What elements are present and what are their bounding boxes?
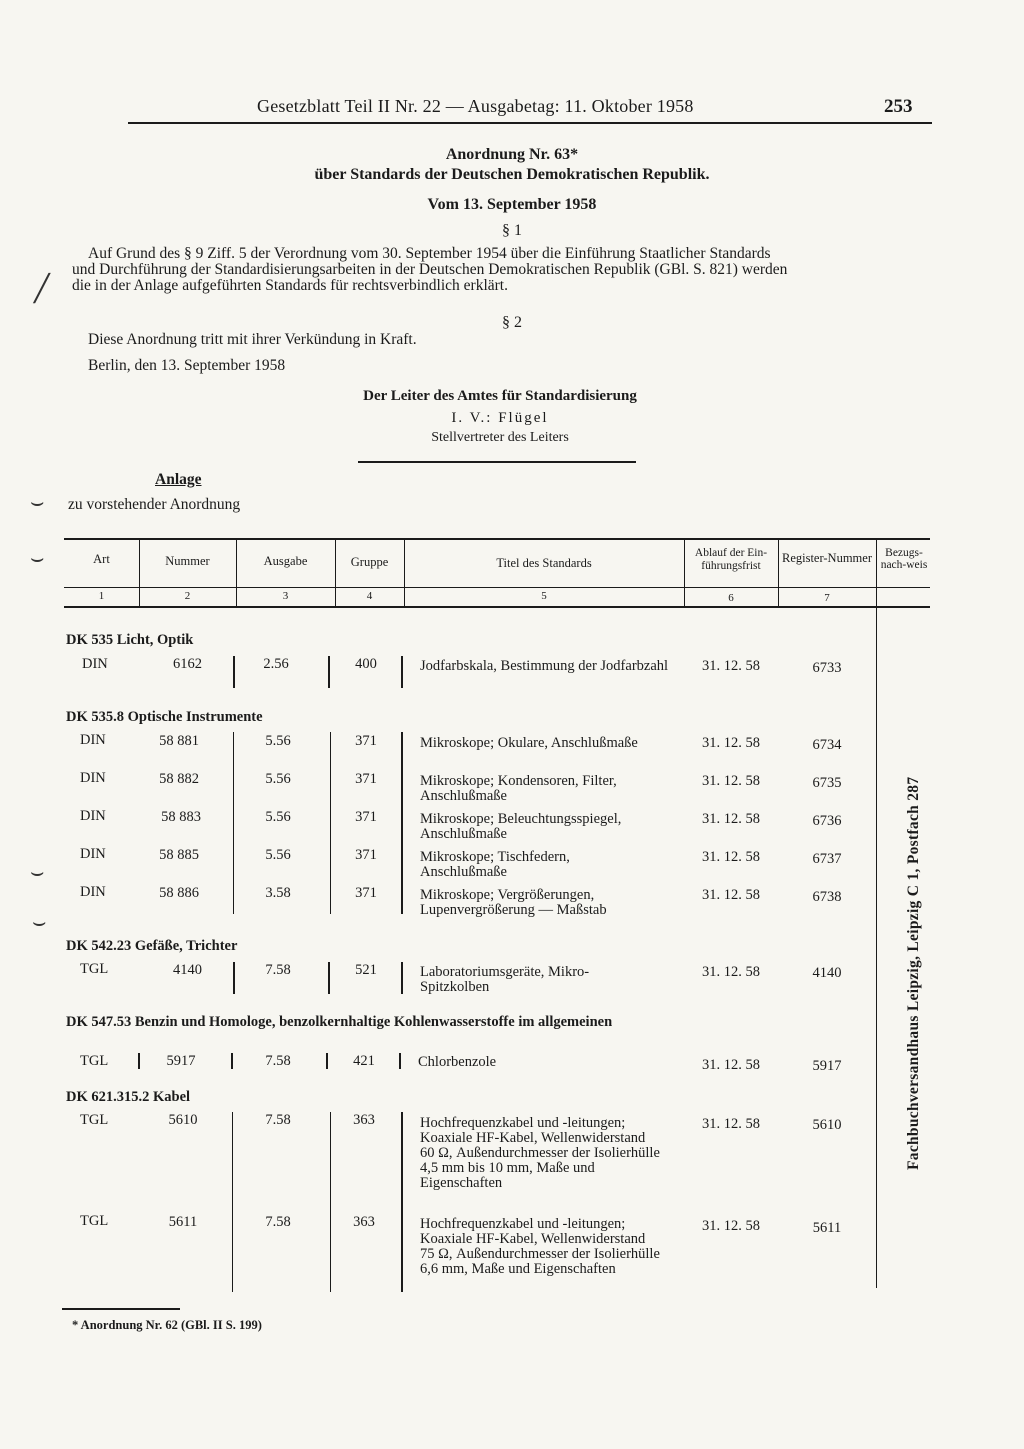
row-separator — [399, 1053, 401, 1069]
cell-ausgabe: 5.56 — [265, 809, 291, 825]
cell-register: 6733 — [812, 660, 842, 676]
cell-titel: Mikroskope; Kondensoren, Filter, Anschlußmaße — [420, 773, 617, 804]
annex-subheading: zu vorstehender Anordnung — [68, 496, 241, 513]
section-heading: DK 547.53 Benzin und Homologe, benzolkernhaltige Kohlenwasserstoffe im allgemeinen — [66, 1014, 613, 1030]
row-separator — [233, 656, 235, 688]
header-rule — [128, 122, 932, 124]
cell-gruppe: 421 — [353, 1053, 375, 1069]
col-header-art: Art — [93, 552, 110, 566]
col-number: 3 — [282, 590, 289, 602]
cell-nummer: 58 882 — [159, 771, 199, 787]
cell-art: DIN — [80, 732, 106, 748]
cell-ablauf: 31. 12. 58 — [702, 735, 760, 751]
section-heading: DK 535.8 Optische Instrumente — [66, 709, 263, 725]
row-separator — [232, 1112, 233, 1292]
cell-register: 6734 — [812, 737, 842, 753]
row-separator — [231, 1053, 233, 1069]
section-2-mark: § 2 — [502, 314, 522, 331]
cell-ausgabe: 3.58 — [265, 885, 291, 901]
section-1-line-3: die in der Anlage aufgeführten Standards für rechtsverbindlich erklärt. — [72, 277, 508, 294]
cell-art: DIN — [80, 884, 106, 900]
cell-ablauf: 31. 12. 58 — [702, 964, 760, 980]
publisher-side-note: Fachbuchversandhaus Leipzig, Leipzig C 1, Postfach 287 — [905, 776, 922, 1170]
row-separator — [328, 962, 330, 994]
cell-gruppe: 363 — [353, 1214, 375, 1230]
table-top-rule — [64, 538, 930, 540]
signatory-office: Der Leiter des Amtes für Standardisierung — [363, 388, 637, 404]
page-number: 253 — [884, 96, 913, 117]
col-number: 7 — [824, 592, 830, 604]
cell-nummer: 4140 — [173, 962, 202, 978]
cell-nummer: 58 886 — [159, 885, 199, 901]
col-number: 6 — [728, 592, 734, 604]
section-heading: DK 542.23 Gefäße, Trichter — [66, 938, 238, 954]
place-date: Berlin, den 13. September 1958 — [88, 357, 286, 374]
cell-art: DIN — [82, 656, 108, 672]
cell-art: DIN — [80, 770, 106, 786]
margin-check-mark: ⌣ — [32, 910, 47, 935]
cell-titel: Hochfrequenzkabel und -leitungen; Koaxiale HF-Kabel, Wellenwiderstand 75 Ω, Außendurchmesser der Isolierhülle 6,6 mm, Maße und Eigenschaften — [420, 1216, 660, 1277]
row-separator — [233, 732, 234, 914]
cell-gruppe: 371 — [355, 809, 377, 825]
cell-art: TGL — [80, 1213, 109, 1229]
cell-register: 6738 — [812, 889, 842, 905]
cell-art: TGL — [80, 1053, 109, 1069]
header-col-separator — [876, 538, 877, 1288]
signature-rule — [358, 461, 636, 463]
footnote: * Anordnung Nr. 62 (GBl. II S. 199) — [72, 1318, 262, 1332]
margin-slash-mark: ╱ — [34, 274, 50, 304]
cell-art: TGL — [80, 961, 109, 977]
cell-register: 6735 — [812, 775, 842, 791]
cell-nummer: 58 883 — [161, 809, 201, 825]
col-header-register: Register-Nummer — [781, 551, 872, 565]
cell-titel: Chlorbenzole — [418, 1054, 497, 1070]
cell-nummer: 5611 — [168, 1214, 198, 1230]
cell-register: 5611 — [812, 1220, 842, 1236]
footnote-rule — [62, 1308, 180, 1310]
cell-gruppe: 371 — [355, 771, 377, 787]
row-separator — [330, 1112, 331, 1292]
cell-nummer: 5610 — [168, 1112, 198, 1128]
cell-ablauf: 31. 12. 58 — [702, 887, 760, 903]
cell-art: TGL — [80, 1112, 109, 1128]
cell-ausgabe: 5.56 — [265, 847, 291, 863]
row-separator — [401, 962, 403, 994]
cell-ausgabe: 5.56 — [265, 733, 291, 749]
cell-gruppe: 521 — [355, 962, 377, 978]
annex-heading: Anlage — [155, 471, 202, 488]
row-separator — [330, 732, 331, 914]
row-separator — [401, 732, 403, 914]
margin-check-mark: ⌣ — [30, 490, 45, 515]
cell-gruppe: 400 — [355, 656, 377, 672]
section-heading: DK 621.315.2 Kabel — [66, 1089, 191, 1105]
table-number-rule — [64, 606, 930, 608]
signatory-role: Stellvertreter des Leiters — [431, 430, 569, 445]
cell-titel: Mikroskope; Okulare, Anschlußmaße — [420, 735, 638, 751]
cell-gruppe: 371 — [355, 885, 377, 901]
section-1-line-1: Auf Grund des § 9 Ziff. 5 der Verordnung vom 30. September 1954 über die Einführung Staatlicher Standards — [88, 245, 771, 262]
col-number: 2 — [184, 590, 191, 602]
row-separator — [138, 1053, 140, 1069]
cell-ablauf: 31. 12. 58 — [702, 773, 760, 789]
cell-gruppe: 371 — [355, 733, 377, 749]
cell-nummer: 5917 — [166, 1053, 196, 1069]
section-1-line-2: und Durchführung der Standardisierungsarbeiten in der Deutschen Demokratischen Republik (GBl. S. 821) werden — [72, 261, 788, 278]
cell-art: DIN — [80, 846, 106, 862]
cell-art: DIN — [80, 808, 106, 824]
row-separator — [401, 656, 403, 688]
margin-check-mark: ⌣ — [30, 860, 45, 885]
table-header-rule — [64, 587, 930, 588]
cell-titel: Mikroskope; Vergrößerungen, Lupenvergrößerung — Maßstab — [420, 887, 607, 918]
cell-ablauf: 31. 12. 58 — [702, 1218, 760, 1234]
row-separator — [328, 656, 330, 688]
margin-check-mark: ⌣ — [30, 546, 45, 571]
cell-register: 6736 — [812, 813, 842, 829]
cell-nummer: 6162 — [173, 656, 202, 672]
row-separator — [326, 1053, 328, 1069]
col-number: 5 — [541, 590, 547, 602]
cell-gruppe: 363 — [353, 1112, 375, 1128]
section-2-text: Diese Anordnung tritt mit ihrer Verkündung in Kraft. — [88, 331, 417, 348]
cell-register: 6737 — [812, 851, 842, 867]
cell-ablauf: 31. 12. 58 — [702, 811, 760, 827]
cell-titel: Hochfrequenzkabel und -leitungen; Koaxiale HF-Kabel, Wellenwiderstand 60 Ω, Außendurchmesser der Isolierhülle 4,5 mm bis 10 mm, Maße und Eigenschaften — [420, 1115, 660, 1191]
col-header-gruppe: Gruppe — [350, 555, 389, 569]
col-header-bezugsnachweis: Bezugs-nach-weis — [880, 547, 928, 571]
cell-ausgabe: 2.56 — [263, 656, 289, 672]
row-separator — [401, 1112, 403, 1292]
cell-ausgabe: 5.56 — [265, 771, 291, 787]
running-title: Gesetzblatt Teil II Nr. 22 — Ausgabetag: 11. Oktober 1958 — [257, 96, 694, 116]
row-separator — [233, 962, 235, 994]
cell-gruppe: 371 — [355, 847, 377, 863]
col-header-ausgabe: Ausgabe — [263, 554, 308, 568]
cell-ablauf: 31. 12. 58 — [702, 658, 760, 674]
cell-titel: Mikroskope; Beleuchtungsspiegel, Anschlußmaße — [420, 811, 622, 842]
col-number: 1 — [98, 590, 105, 602]
order-date: Vom 13. September 1958 — [427, 196, 597, 213]
cell-nummer: 58 881 — [159, 733, 199, 749]
col-number: 4 — [366, 590, 373, 602]
cell-register: 5610 — [812, 1117, 842, 1133]
cell-ausgabe: 7.58 — [265, 1214, 291, 1230]
cell-ausgabe: 7.58 — [265, 1112, 291, 1128]
cell-register: 4140 — [812, 965, 842, 981]
cell-ausgabe: 7.58 — [265, 1053, 291, 1069]
section-heading: DK 535 Licht, Optik — [66, 632, 194, 648]
cell-titel: Jodfarbskala, Bestimmung der Jodfarbzahl — [420, 658, 669, 674]
cell-register: 5917 — [812, 1058, 842, 1074]
cell-nummer: 58 885 — [159, 847, 199, 863]
signatory-name: I. V.: Flügel — [451, 410, 549, 426]
order-subject: über Standards der Deutschen Demokratischen Republik. — [314, 166, 710, 183]
col-header-nummer: Nummer — [165, 554, 210, 568]
col-header-ablauf: Ablauf der Ein-führungsfrist — [694, 547, 768, 572]
section-1-mark: § 1 — [502, 222, 522, 239]
order-title: Anordnung Nr. 63* — [445, 146, 579, 163]
cell-ablauf: 31. 12. 58 — [702, 849, 760, 865]
cell-titel: Mikroskope; Tischfedern, Anschlußmaße — [420, 849, 570, 880]
cell-ausgabe: 7.58 — [265, 962, 291, 978]
cell-ablauf: 31. 12. 58 — [702, 1116, 760, 1132]
cell-titel: Laboratoriumsgeräte, Mikro-Spitzkolben — [420, 964, 590, 995]
col-header-titel: Titel des Standards — [496, 556, 592, 570]
cell-ablauf: 31. 12. 58 — [702, 1057, 760, 1073]
